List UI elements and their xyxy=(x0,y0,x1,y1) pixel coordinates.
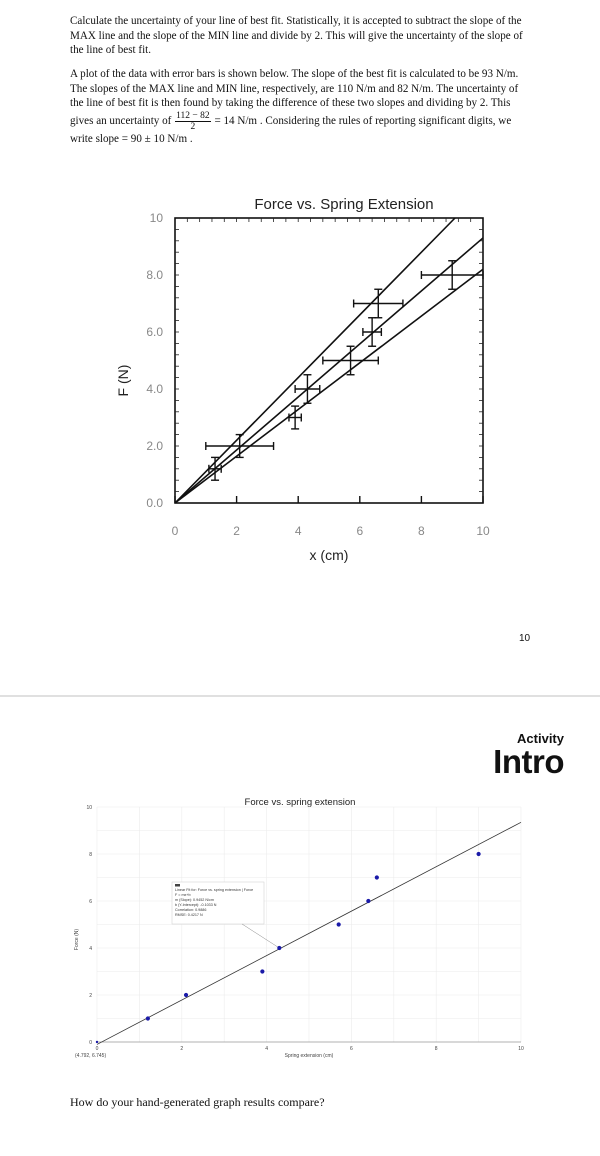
y-tick-label: 2.0 xyxy=(146,439,163,453)
chart2-fit-box-line: F = mx+b xyxy=(175,893,191,897)
chart2-data-point xyxy=(366,899,370,903)
chart2-xlabel: Spring extension (cm) xyxy=(284,1053,334,1059)
y-tick-label: 4.0 xyxy=(146,382,163,396)
chart2-data-point xyxy=(146,1016,150,1020)
software-chart xyxy=(0,787,600,1087)
chart2-data-point xyxy=(260,969,264,973)
explanation-text-b: = 14 N/m . Considering the rules of reporting significant digits, we write slope = 90 ± 10 N/m . xyxy=(70,114,512,145)
comparison-question: How do your hand-generated graph results compare? xyxy=(70,1095,325,1109)
fraction-denominator: 2 xyxy=(190,121,196,132)
chart1-data-point xyxy=(363,318,381,347)
activity-page xyxy=(0,697,600,1156)
chart1-title: Force vs. Spring Extension xyxy=(254,196,434,213)
activity-label: Activity xyxy=(517,731,564,746)
chart2-y-tick-label: 4 xyxy=(89,946,92,952)
chart2-x-tick-label: 10 xyxy=(518,1046,524,1052)
chart2-title: Force vs. spring extension xyxy=(244,797,356,808)
chart2-fit-box-line: Correlation: 0.9886 xyxy=(175,908,207,912)
explanation-paragraph xyxy=(70,67,530,146)
y-tick-label: 10 xyxy=(149,211,163,225)
chart2-fit-box-line: Linear Fit for: Force vs. spring extension | Force xyxy=(175,888,254,892)
chart2-x-tick-label: 6 xyxy=(350,1046,353,1052)
chart2-ylabel: Force (N) xyxy=(74,928,80,951)
chart1-data-point xyxy=(206,435,274,458)
chart1-data-point xyxy=(295,375,320,404)
chart2-data-point xyxy=(337,922,341,926)
uncertainty-fraction xyxy=(175,111,211,132)
chart2-fit-box-swatch xyxy=(175,884,180,887)
chart1-max-line xyxy=(175,218,455,503)
chart2-fit-box-line: b (Y-Intercept): -0.1033 N xyxy=(175,903,217,907)
explanation-text-a: A plot of the data with error bars is shown below. The slope of the best fit is calculated to be 93 N/m. The slopes of the MAX line and MIN line, respectively, are 110 N/m and 82 N/m. The uncertainty of the line of best fit is then found by taking the difference of these two slopes and dividing by 2. This gives an uncertainty of xyxy=(70,68,519,127)
chart2-data-point xyxy=(375,875,379,879)
chart2-data-point xyxy=(277,946,281,950)
y-tick-label: 0.0 xyxy=(146,496,163,510)
chart2-fit-box-line: RMSE: 0.4217 N xyxy=(175,913,203,917)
chart2-x-tick-label: 4 xyxy=(265,1046,268,1052)
chart2-data-point xyxy=(184,993,188,997)
chart2-fit-box-line: m (Slope): 0.9452 N/cm xyxy=(175,898,214,902)
x-tick-label: 2 xyxy=(233,524,240,538)
chart2-x-tick-label: 2 xyxy=(180,1046,184,1052)
chart2-y-tick-label: 0 xyxy=(89,1040,92,1046)
x-tick-label: 10 xyxy=(476,524,490,538)
chart2-y-tick-label: 8 xyxy=(89,852,92,858)
page-number: 10 xyxy=(519,633,531,644)
chart2-y-tick-label: 10 xyxy=(86,805,92,811)
chart1-best-fit xyxy=(175,238,483,503)
chart1-ylabel: F (N) xyxy=(115,364,131,397)
chart2-fit-box-leader xyxy=(242,924,279,948)
chart1-xlabel: x (cm) xyxy=(309,547,349,563)
chart2-y-tick-label: 6 xyxy=(89,899,92,905)
x-tick-label: 6 xyxy=(356,524,364,538)
fraction-numerator: 112 − 82 xyxy=(176,110,210,121)
chart2-x-tick-label: 0 xyxy=(95,1046,99,1052)
chart2-y-tick-label: 2 xyxy=(89,993,92,999)
x-tick-label: 0 xyxy=(171,524,179,538)
chart2-corner-readout: (4.792, 6.745) xyxy=(75,1053,107,1059)
instruction-paragraph: Calculate the uncertainty of your line of best fit. Statistically, it is accepted to subtract the slope of the MAX line and the slope of the MIN line and divide by 2. This will give the uncertainty of the slope of the line of best fit. xyxy=(70,15,523,57)
chart1-data-point xyxy=(421,261,483,290)
x-tick-label: 4 xyxy=(294,524,302,538)
x-tick-label: 8 xyxy=(418,524,425,538)
hand-drawn-chart xyxy=(0,185,600,575)
chart2-origin-marker xyxy=(96,1041,98,1043)
y-tick-label: 8.0 xyxy=(146,268,163,282)
chart2-x-tick-label: 8 xyxy=(434,1046,438,1052)
section-title: Intro xyxy=(493,743,564,780)
chart2-data-point xyxy=(477,852,481,856)
chart1-data-point xyxy=(323,346,378,375)
y-tick-label: 6.0 xyxy=(146,325,163,339)
